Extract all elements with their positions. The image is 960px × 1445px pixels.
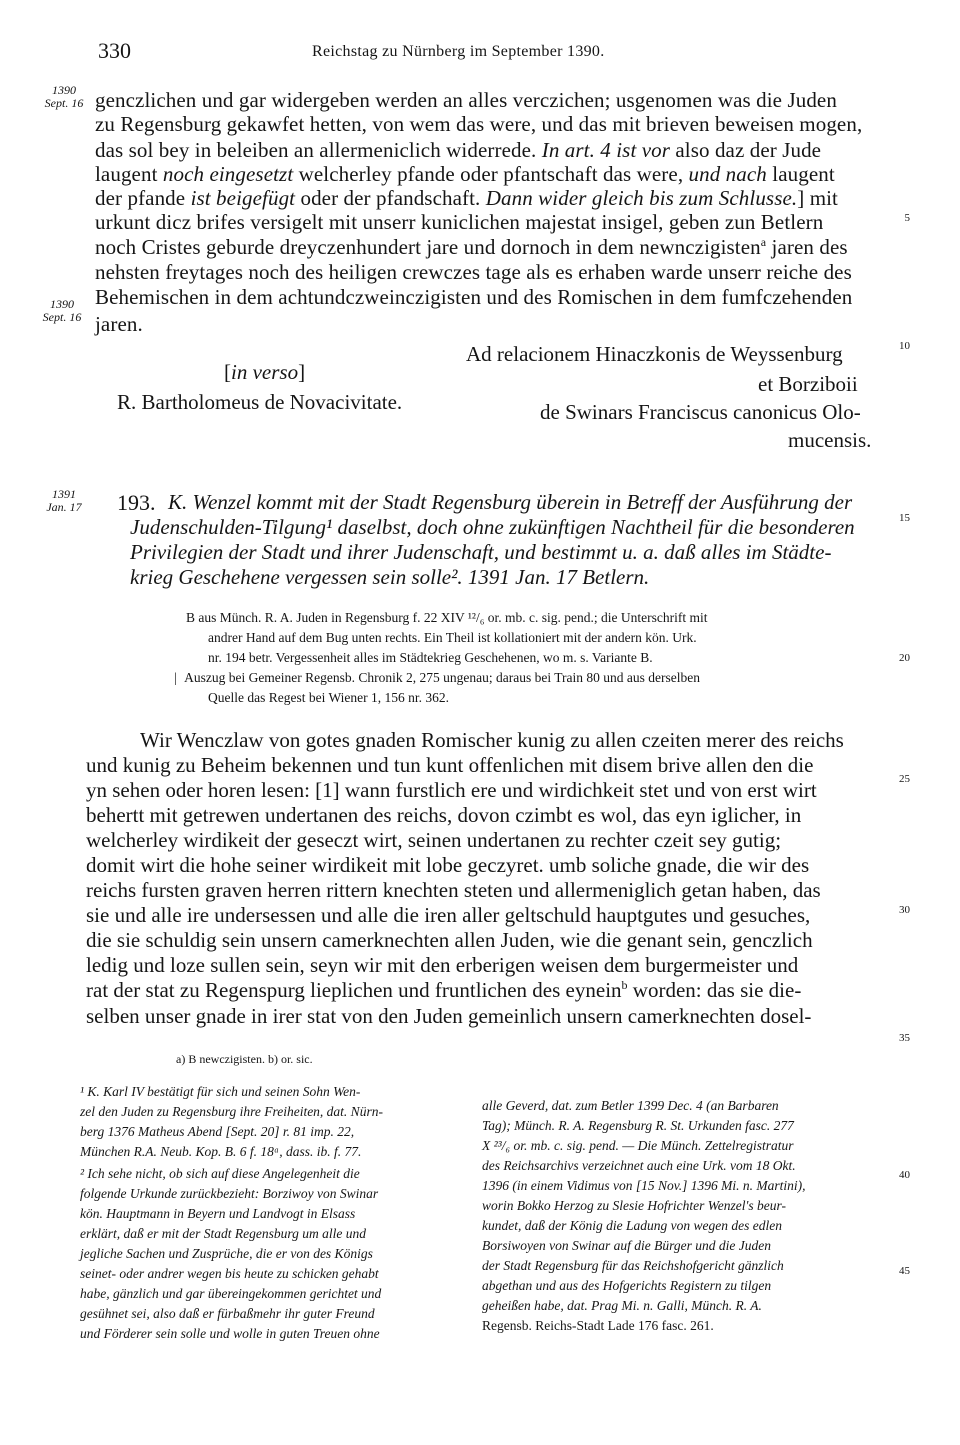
side-date-day: Sept. 16 xyxy=(44,96,84,110)
text-line: Behemischen in dem achtundczweinczigisten und des Romischen in dem fumfczehenden xyxy=(95,285,853,309)
source-line xyxy=(174,670,700,686)
text-line: sie und alle ire undersessen und alle die iren aller geltschuld hauptgutes und gesuches, xyxy=(86,903,811,927)
text-line xyxy=(95,138,821,163)
line-number: 30 xyxy=(899,904,910,916)
text-line: und kunig zu Beheim bekennen und tun kunt offenlichen mit disem brive allen den die xyxy=(86,753,814,777)
editorial-note: und nach xyxy=(688,162,767,186)
text-segment: der pfande xyxy=(95,186,186,210)
footnote-line: geheißen habe, dat. Prag Mi. n. Galli, Münch. R. A. xyxy=(482,1298,762,1313)
side-date-year: 1390 xyxy=(52,83,76,97)
text-segment: rat der stat zu Regenspurg lieplichen und fruntlichen des eynein xyxy=(86,978,622,1002)
side-date-mid xyxy=(34,298,90,324)
footnote-line: abgethan und aus des Hofgerichts Registern zu tilgen xyxy=(482,1278,772,1293)
signer-right: mucensis. xyxy=(788,428,872,452)
text-line: yn sehen oder horen lesen: [1] wann furstlich ere und wirdichkeit stet und von erst wirt xyxy=(86,778,817,802)
footnote-line: ² Ich sehe nicht, ob sich auf diese Angelegenheit die xyxy=(80,1166,360,1181)
text-segment: oder der pfandschaft. xyxy=(300,186,481,210)
footnote-line: X ²³/₆ or. mb. c. sig. pend. — Die Münch. Zettelregistratur xyxy=(482,1138,794,1153)
text-line: jaren. xyxy=(95,312,143,336)
text-line: die sie schuldig sein unsern camerknechten allen Juden, wie die genant sein, genczlich xyxy=(86,928,813,952)
text-line xyxy=(86,978,801,1003)
line-number: 20 xyxy=(899,652,910,664)
signer-right: Ad relacionem Hinaczkonis de Weyssenburg xyxy=(466,342,843,366)
line-number: 15 xyxy=(899,512,910,524)
side-date-year: 1391 xyxy=(52,487,76,501)
footnote-line: kön. Hauptmann in Beyern und Landvogt in Elsass xyxy=(80,1206,356,1221)
text-segment: noch Cristes geburde dreyczenhundert jare und dornoch in dem newnczigisten xyxy=(95,235,761,259)
text-segment: ] mit xyxy=(797,186,838,210)
text-line xyxy=(95,162,835,187)
footnote-line: 1396 (in einem Vidimus von [15 Nov.] 1396 Mi. n. Martini), xyxy=(482,1178,806,1193)
source-line: Quelle das Regest bei Wiener 1, 156 nr. 362. xyxy=(208,690,450,705)
text-line: nehsten freytages noch des heiligen crewczes tage als es erhaben warde unserr reiche des xyxy=(95,260,852,284)
text-segment: Auszug bei Gemeiner Regensb. Chronik 2, 275 ungenau; daraus bei Train 80 und aus derselben xyxy=(184,670,700,685)
text-segment: worden: das sie die- xyxy=(627,978,802,1002)
editorial-note: In art. 4 ist vor xyxy=(541,138,671,162)
line-number: 35 xyxy=(899,1032,910,1044)
footnote-line: Borsiwoyen von Swinar auf die Bürger und die Juden xyxy=(482,1238,771,1253)
footnote-line: alle Geverd, dat. zum Betler 1399 Dec. 4 (an Barbaren xyxy=(482,1098,779,1113)
text-segment: das sol bey in beleiben an allermeniclich widerrede. xyxy=(95,138,537,162)
editorial-note: in verso xyxy=(231,360,299,384)
text-line: genczlichen und gar widergeben werden an alles verczichen; usgenomen was die Juden xyxy=(95,88,837,112)
text-line xyxy=(95,186,838,211)
footnote-line: gesühnet sei, also daß er fürbaßmehr ihr guter Freund xyxy=(80,1306,375,1321)
editorial-note: Dann wider gleich bis zum Schlusse. xyxy=(485,186,798,210)
footnote-mark: a xyxy=(760,235,767,249)
footnote-line: jegliche Sachen und Zusprüche, die er von des Königs xyxy=(80,1246,373,1261)
document-number: 193. xyxy=(117,490,156,515)
text-line: urkunt dicz brifes versigelt mit unserr kuniclichen majestat insigel, geben zun Betlern xyxy=(95,210,824,234)
text-segment: laugent xyxy=(772,162,835,186)
regest-line: K. Wenzel kommt mit der Stadt Regensburg überein in Betreff der Ausführung der xyxy=(168,490,853,514)
line-number: 5 xyxy=(904,212,910,224)
running-title: Reichstag zu Nürnberg im September 1390. xyxy=(312,43,605,60)
page-number: 330 xyxy=(98,38,131,63)
text-line: reichs fursten graven herren rittern knechten steten und allermeniglich getan haben, das xyxy=(86,878,821,902)
footnote-line: Tag); Münch. R. A. Regensburg R. St. Urkunden fasc. 277 xyxy=(482,1118,794,1133)
footnote-line: der Stadt Regensburg für das Reichshofgericht gänzlich xyxy=(482,1258,784,1273)
source-line: andrer Hand auf dem Bug unten rechts. Ein Theil ist kollationiert mit der andern kön. Urk. xyxy=(208,630,697,645)
source-line: B aus Münch. R. A. Juden in Regensburg f. 22 XIV ¹²/₆ or. mb. c. sig. pend.; die Unterschrift mit xyxy=(186,610,708,625)
line-number: 10 xyxy=(899,340,910,352)
side-date-day: Jan. 17 xyxy=(46,500,82,514)
text-line xyxy=(95,235,848,260)
footnote-line: berg 1376 Matheus Abend [Sept. 20] r. 81 imp. 22, xyxy=(80,1124,355,1139)
regest-line: Privilegien der Stadt und ihrer Judenschaft, und bestimmt u. a. daß alles im Städte- xyxy=(130,540,832,564)
variant-apparatus: a) B newczigisten. b) or. sic. xyxy=(176,1052,313,1066)
text-segment: jaren des xyxy=(766,235,848,259)
footnote-line: erklärt, daß er mit der Stadt Regensburg um alle und xyxy=(80,1226,366,1241)
footnote-line: ¹ K. Karl IV bestätigt für sich und seinen Sohn Wen- xyxy=(80,1084,361,1099)
line-number: 45 xyxy=(899,1265,910,1277)
line-number: 40 xyxy=(899,1169,910,1181)
in-verso-note: [in verso] xyxy=(224,360,306,384)
footnote-line: folgende Urkunde zurückbezieht: Borziwoy von Swinar xyxy=(80,1186,379,1201)
footnote-line: Regensb. Reichs-Stadt Lade 176 fasc. 261. xyxy=(482,1318,714,1333)
signer-right: et Borziboii xyxy=(758,372,858,396)
text-line: zu Regensburg gekawfet hetten, von wem das were, und das mit brieven beweisen mogen, xyxy=(95,112,863,136)
text-segment: also daz der Jude xyxy=(670,138,822,162)
footnote-line: habe, gänzlich und gar übereingekommen gerichtet und xyxy=(80,1286,382,1301)
regest-line: Judenschulden-Tilgung¹ daselbst, doch ohne zukünftigen Nachtheil für die besonderen xyxy=(130,515,855,539)
line-number: 25 xyxy=(899,773,910,785)
text-line: Wir Wenczlaw von gotes gnaden Romischer kunig zu allen czeiten merer des reichs xyxy=(140,728,844,752)
text-segment: laugent xyxy=(95,162,158,186)
side-date-top xyxy=(36,84,92,110)
side-date-day: Sept. 16 xyxy=(42,310,82,324)
editorial-note: ist beigefügt xyxy=(190,186,296,210)
text-line: welcherley wirdikeit der geseczt wirt, seinen undertanen zu rechter czeit sey gutig; xyxy=(86,828,782,852)
text-line: ledig und loze sullen sein, seyn wir mit den erberigen weisen dem burgermeister und xyxy=(86,953,799,977)
footnote-line: worin Bokko Herzog zu Slesie Hofrichter Wenzel's beur- xyxy=(482,1198,786,1213)
editorial-note: noch eingesetzt xyxy=(162,162,294,186)
signer-right: de Swinars Franciscus canonicus Olo- xyxy=(540,400,861,424)
text-line: selben unser gnade in irer stat von den Juden gemeinlich unsern camerknechten dosel- xyxy=(86,1004,812,1028)
source-line: nr. 194 betr. Vergessenheit alles im Städtekrieg Geschehenen, wo m. s. Variante B. xyxy=(208,650,653,665)
text-line: domit wirt die hohe seiner wirdikeit mit lobe geczyret. umb soliche gnade, die wir des xyxy=(86,853,810,877)
bracket-icon: | xyxy=(174,670,177,685)
footnote-line: des Reichsarchivs verzeichnet auch eine Urk. vom 18 Okt. xyxy=(482,1158,796,1173)
footnote-line: zel den Juden zu Regensburg ihre Freiheiten, dat. Nürn- xyxy=(80,1104,383,1119)
signer-left: R. Bartholomeus de Novacivitate. xyxy=(117,390,403,414)
footnote-mark: b xyxy=(621,978,628,992)
footnote-line: seinet- oder andrer wegen bis heute zu schicken gehabt xyxy=(80,1266,379,1281)
side-date-year: 1390 xyxy=(50,297,74,311)
text-line: behertt mit getrewen undertanen des reichs, dovon czimbt es wol, das eyn iglicher, in xyxy=(86,803,802,827)
regest-line: krieg Geschehene vergessen sein solle². 1391 Jan. 17 Betlern. xyxy=(130,565,650,589)
footnote-line: München R.A. Neub. Kop. B. 6 f. 18ᵃ, dass. ib. f. 77. xyxy=(80,1144,362,1159)
footnote-line: kundet, daß der König die Ladung von wegen des edlen xyxy=(482,1218,782,1233)
footnote-line: und Förderer sein solle und wolle in guten Treuen ohne xyxy=(80,1326,380,1341)
side-date-doc xyxy=(36,488,92,514)
text-segment: welcherley pfande oder pfantschaft das were, xyxy=(298,162,684,186)
